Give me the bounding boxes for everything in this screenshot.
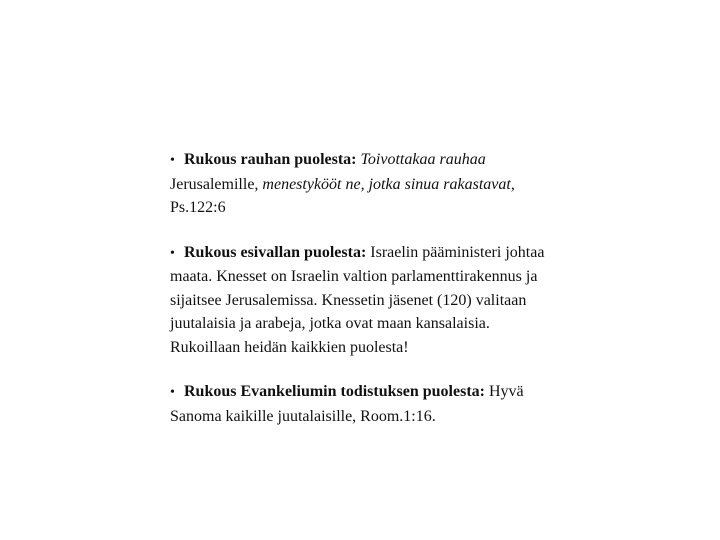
item-text: Hyvä — [488, 383, 524, 400]
item-text: , menestykööt ne, jotka sinua rakastavat, — [254, 175, 515, 193]
item-line: juutalaisia ja arabeja, jotka ovat maan kansalaisia. — [170, 315, 490, 332]
item-line — [170, 380, 600, 405]
prayer-item-government — [170, 241, 600, 360]
document-body — [170, 148, 600, 428]
item-line: sijaitsee Jerusalemissa. Knessetin jäsenet (120) valitaan — [170, 291, 527, 309]
item-line — [170, 241, 600, 266]
prayer-item-peace — [170, 148, 600, 220]
item-line: Ps.122:6 — [170, 199, 226, 216]
item-text: Israelin pääministeri johtaa — [370, 243, 545, 261]
item-line: Rukoillaan heidän kaikkien puolesta! — [170, 338, 409, 356]
item-text: Jerusalemille — [170, 175, 255, 193]
item-heading: Rukous esivallan puolesta: — [184, 243, 367, 261]
item-line: maata. Knesset on Israelin valtion parlamenttirakennus ja — [170, 268, 538, 285]
item-heading: Rukous rauhan puolesta: — [184, 151, 357, 168]
item-heading: Rukous Evankeliumin todistuksen puolesta: — [184, 383, 485, 400]
bullet-point: • — [170, 385, 175, 400]
bullet-point: • — [170, 245, 175, 261]
prayer-item-gospel — [170, 380, 600, 428]
item-line — [170, 173, 600, 197]
bullet-point: • — [170, 153, 175, 168]
item-line — [170, 148, 600, 173]
item-text: Toivottakaa rauhaa — [360, 151, 486, 168]
item-line: Sanoma kaikille juutalaisille, Room.1:16. — [170, 407, 436, 425]
